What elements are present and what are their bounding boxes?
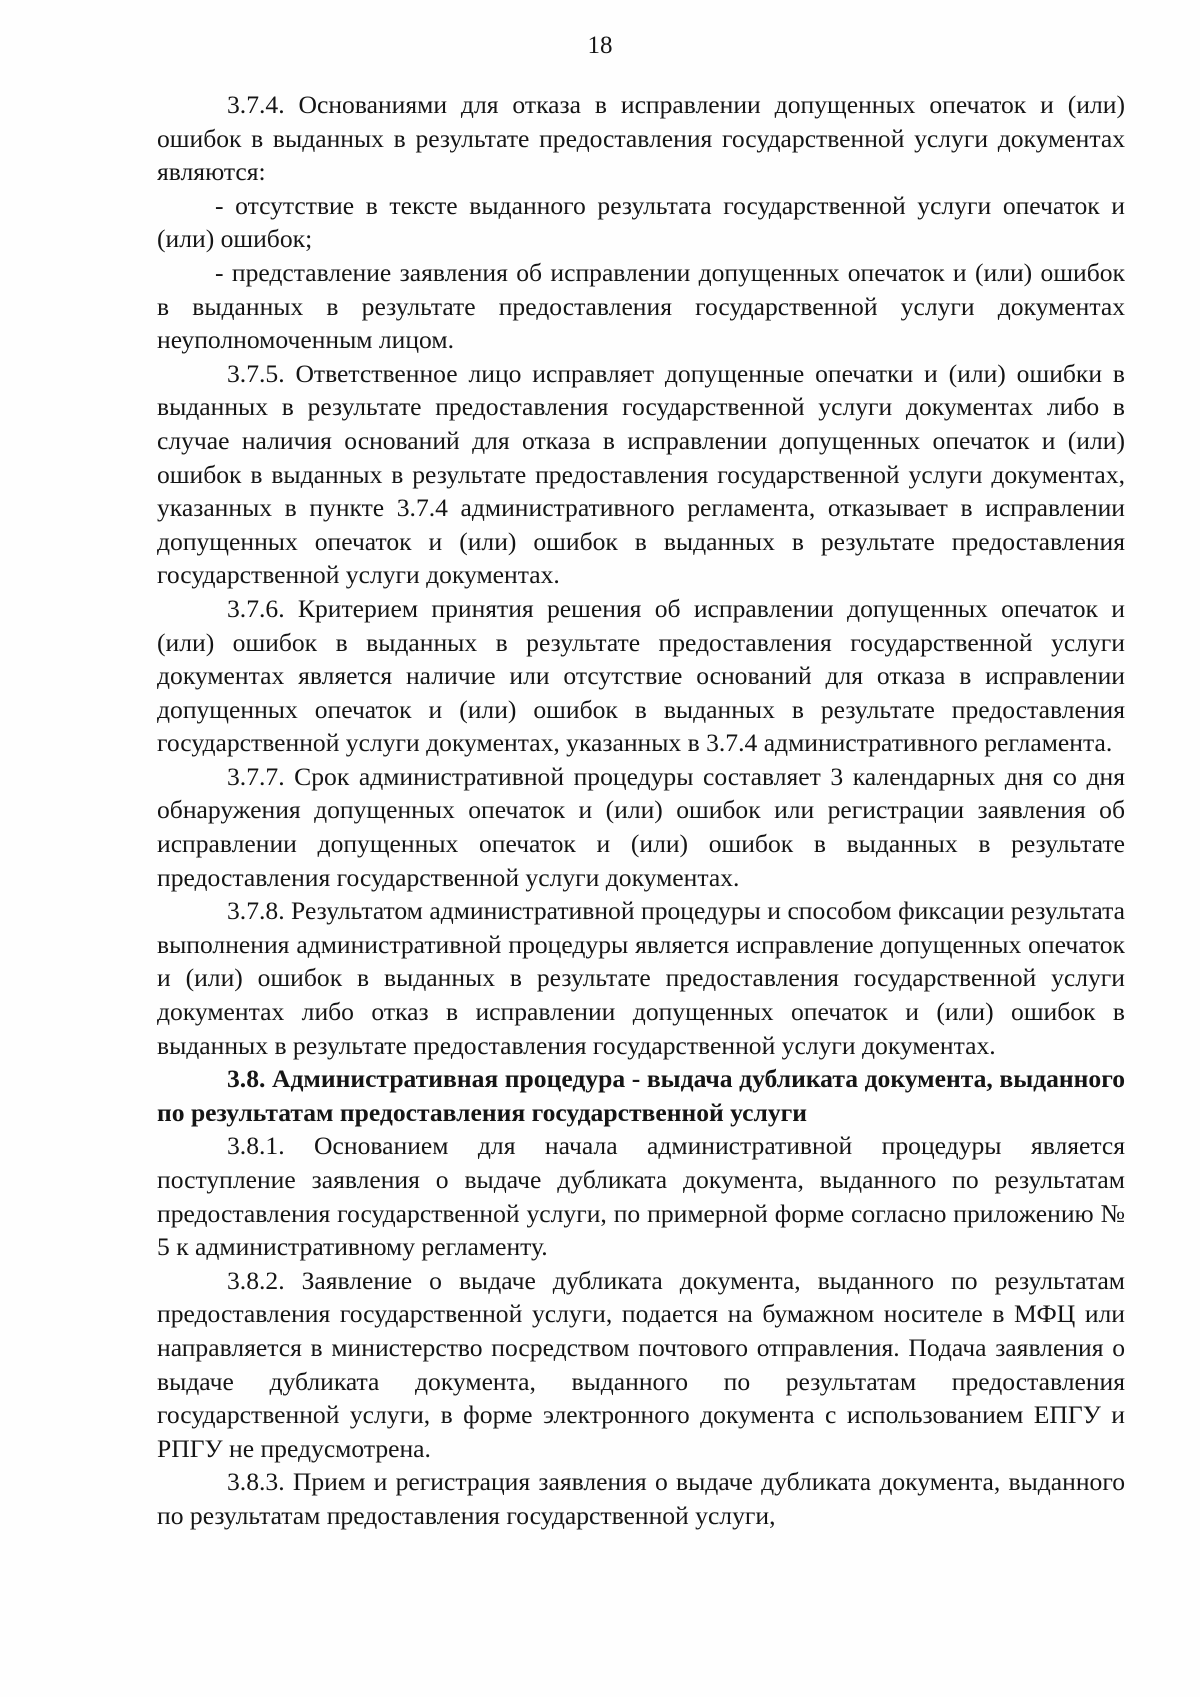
page-number: 18 xyxy=(587,32,613,59)
paragraph-3-7-6: 3.7.6. Критерием принятия решения об исправлении допущенных опечаток и (или) ошибок в выданных в результате предоставления государственной услуги документах является наличие или отсутствие оснований для отказа в исправлении допущенных опечаток и (или) ошибок в выданных в результате предоставления государственной услуги документах, указанных в 3.7.4 административного регламента. xyxy=(157,593,1125,758)
paragraph-3-7-4: 3.7.4. Основаниями для отказа в исправлении допущенных опечаток и (или) ошибок в выданных в результате предоставления государственной услуги документах являются: xyxy=(157,90,1125,187)
paragraph-3-8-1: 3.8.1. Основанием для начала административной процедуры является поступление заявления о выдаче дубликата документа, выданного по результатам предоставления государственной услуги, по примерной форме согласно приложению № 5 к административному регламенту. xyxy=(157,1131,1125,1262)
paragraph-3-7-5: 3.7.5. Ответственное лицо исправляет допущенные опечатки и (или) ошибки в выданных в результате предоставления государственной услуги документах либо в случае наличия оснований для отказа в исправлении допущенных опечаток и (или) ошибок в выданных в результате предоставления государственной услуги документах, указанных в пункте 3.7.4 административного регламента, отказывает в исправлении допущенных опечаток и (или) ошибок в выданных в результате предоставления государственной услуги документах. xyxy=(157,358,1125,590)
list-item-no-errors: - отсутствие в тексте выданного результата государственной услуги опечаток и (или) ошибок; xyxy=(157,190,1125,254)
paragraph-3-8-2: 3.8.2. Заявление о выдаче дубликата документа, выданного по результатам предоставления государственной услуги, подается на бумажном носителе в МФЦ или направляется в министерство посредством почтового отправления. Подача заявления о выдаче дубликата документа, выданного по результатам предоставления государственной услуги, в форме электронного документа с использованием ЕПГУ и РПГУ не предусмотрена. xyxy=(157,1265,1125,1463)
list-item-unauthorized-person: - представление заявления об исправлении допущенных опечаток и (или) ошибок в выданных в результате предоставления государственной услуги документах неуполномоченным лицом. xyxy=(157,257,1125,355)
document-body xyxy=(157,88,1125,1533)
section-heading-3-8: 3.8. Административная процедура - выдача дубликата документа, выданного по результатам предоставления государственной услуги xyxy=(157,1064,1125,1127)
paragraph-3-7-7: 3.7.7. Срок административной процедуры составляет 3 календарных дня со дня обнаружения допущенных опечаток и (или) ошибок или регистрации заявления об исправлении допущенных опечаток и (или) ошибок в выданных в результате предоставления государственной услуги документах. xyxy=(157,761,1125,892)
paragraph-3-8-3: 3.8.3. Прием и регистрация заявления о выдаче дубликата документа, выданного по результатам предоставления государственной услуги, xyxy=(157,1467,1125,1530)
paragraph-3-7-8: 3.7.8. Результатом административной процедуры и способом фиксации результата выполнения административной процедуры является исправление допущенных опечаток и (или) ошибок в выданных в результате предоставления государственной услуги документах либо отказ в исправлении допущенных опечаток и (или) ошибок в выданных в результате предоставления государственной услуги документах. xyxy=(157,896,1125,1060)
